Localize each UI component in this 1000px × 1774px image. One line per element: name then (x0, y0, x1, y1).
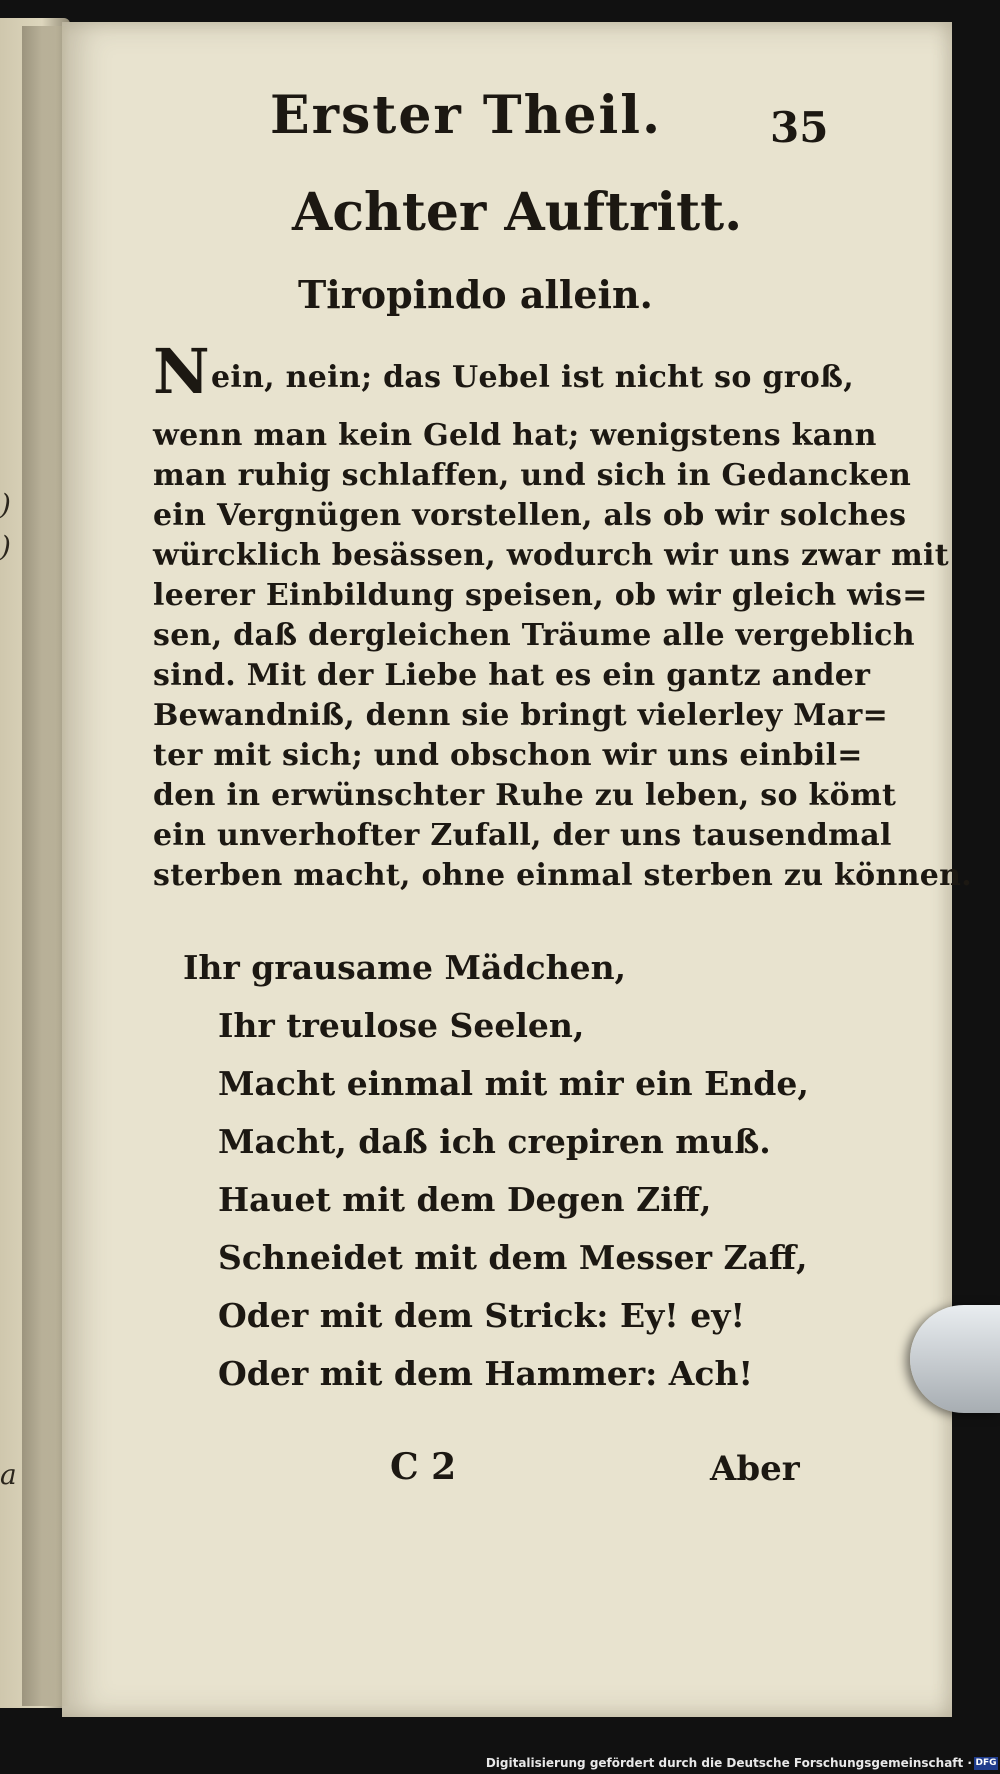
page-gutter-shadow (22, 26, 70, 1706)
verse-line: Hauet mit dem Degen Ziff, (218, 1180, 712, 1219)
footer-bar (0, 1754, 1000, 1774)
prose-line: wenn man kein Geld hat; wenigstens kann (153, 418, 877, 453)
left-page-mark: ) (0, 530, 11, 563)
speaker-heading: Tiropindo allein. (298, 272, 653, 317)
prose-line (153, 335, 854, 408)
prose-line: man ruhig schlaffen, und sich in Gedancken (153, 458, 912, 493)
signature-mark: C 2 (390, 1446, 457, 1488)
scene-title: Achter Auftritt. (292, 182, 743, 243)
prose-line: ein Vergnügen vorstellen, als ob wir solches (153, 498, 907, 533)
left-page-mark: ) (0, 488, 11, 521)
left-page-mark: a (0, 1458, 17, 1491)
prose-line: leerer Einbildung speisen, ob wir gleich wis= (153, 578, 928, 613)
verse-line: Macht, daß ich crepiren muß. (218, 1122, 771, 1161)
prose-line: ter mit sich; und obschon wir uns einbil= (153, 738, 863, 773)
verse-line: Schneidet mit dem Messer Zaff, (218, 1238, 808, 1277)
prose-line: ein unverhofter Zufall, der uns tausendmal (153, 818, 892, 853)
dfg-logo: DFG (975, 1758, 997, 1768)
verse-line: Ihr treulose Seelen, (218, 1006, 585, 1045)
prose-line: sind. Mit der Liebe hat es ein gantz ander (153, 658, 871, 693)
prose-line: sterben macht, ohne einmal sterben zu können. (153, 858, 972, 893)
catchword: Aber (710, 1449, 800, 1489)
prose-line-text: ein, nein; das Uebel ist nicht so groß, (210, 360, 854, 395)
verse-line: Macht einmal mit mir ein Ende, (218, 1064, 809, 1103)
prose-line: würcklich besässen, wodurch wir uns zwar mit (153, 538, 949, 573)
verse-line: Oder mit dem Strick: Ey! ey! (218, 1296, 745, 1335)
verse-line: Ihr grausame Mädchen, (183, 948, 627, 987)
page-number: 35 (770, 103, 829, 152)
drop-cap: N (153, 335, 210, 408)
prose-line: sen, daß dergleichen Träume alle vergeblich (153, 618, 915, 653)
prose-line: den in erwünschter Ruhe zu leben, so kömt (153, 778, 897, 813)
funding-credit: Digitalisierung gefördert durch die Deutsche Forschungsgemeinschaft · (485, 1756, 972, 1770)
prose-line: Bewandniß, denn sie bringt vielerley Mar= (153, 698, 889, 733)
running-head: Erster Theil. (270, 85, 663, 146)
verse-line: Oder mit dem Hammer: Ach! (218, 1354, 753, 1393)
